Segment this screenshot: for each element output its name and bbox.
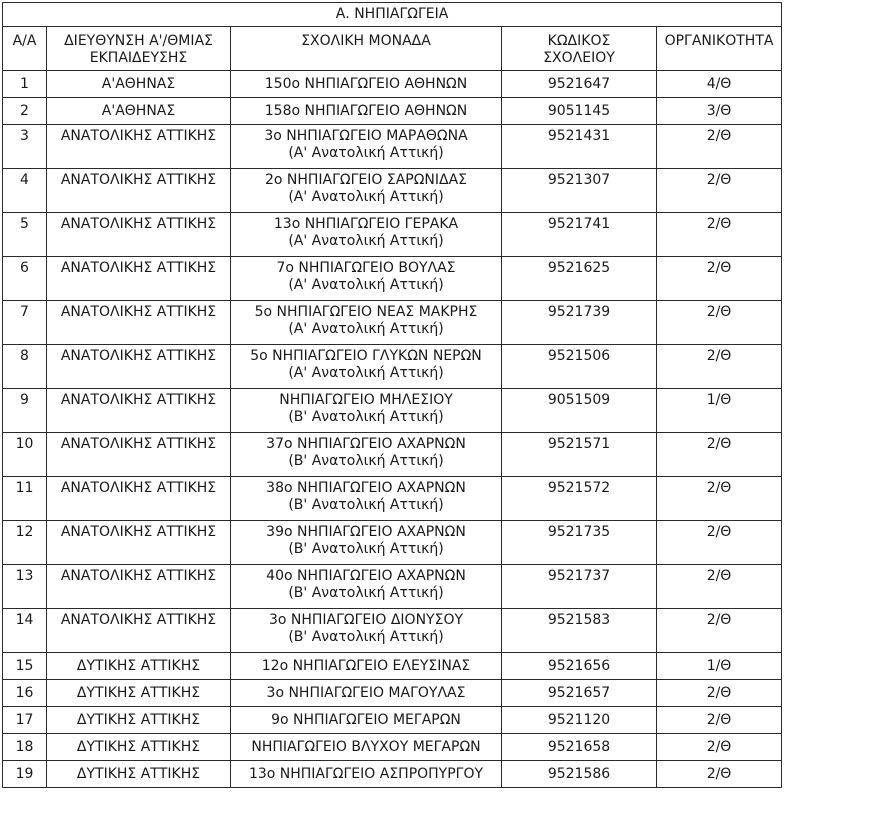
school-area: (Β' Ανατολική Αττική) bbox=[288, 497, 444, 513]
school-name: 38ο ΝΗΠΙΑΓΩΓΕΙΟ ΑΧΑΡΝΩΝ bbox=[266, 480, 466, 496]
cell-capacity: 2/Θ bbox=[657, 213, 782, 257]
cell-aa: 13 bbox=[3, 565, 47, 609]
header-capacity: ΟΡΓΑΝΙΚΟΤΗΤΑ bbox=[657, 27, 782, 71]
cell-directorate: ΑΝΑΤΟΛΙΚΗΣ ΑΤΤΙΚΗΣ bbox=[47, 257, 231, 301]
table-row bbox=[3, 98, 782, 125]
cell-aa: 17 bbox=[3, 707, 47, 734]
cell-directorate: ΑΝΑΤΟΛΙΚΗΣ ΑΤΤΙΚΗΣ bbox=[47, 213, 231, 257]
table-row bbox=[3, 653, 782, 680]
school-name: 158ο ΝΗΠΙΑΓΩΓΕΙΟ ΑΘΗΝΩΝ bbox=[264, 102, 468, 119]
cell-aa: 8 bbox=[3, 345, 47, 389]
cell-directorate: ΑΝΑΤΟΛΙΚΗΣ ΑΤΤΙΚΗΣ bbox=[47, 125, 231, 169]
cell-aa: 18 bbox=[3, 734, 47, 761]
cell-school bbox=[231, 345, 502, 389]
cell-code: 9521657 bbox=[502, 680, 657, 707]
header-row bbox=[3, 27, 782, 71]
school-name: 13ο ΝΗΠΙΑΓΩΓΕΙΟ ΑΣΠΡΟΠΥΡΓΟΥ bbox=[248, 765, 484, 782]
cell-school bbox=[231, 71, 502, 98]
cell-code: 9521586 bbox=[502, 761, 657, 788]
table-row bbox=[3, 71, 782, 98]
cell-code: 9521656 bbox=[502, 653, 657, 680]
cell-code: 9051145 bbox=[502, 98, 657, 125]
cell-aa: 2 bbox=[3, 98, 47, 125]
cell-aa: 16 bbox=[3, 680, 47, 707]
school-name: 37ο ΝΗΠΙΑΓΩΓΕΙΟ ΑΧΑΡΝΩΝ bbox=[266, 436, 466, 452]
table-title: Α. ΝΗΠΙΑΓΩΓΕΙΑ bbox=[3, 3, 782, 27]
header-directorate-line2: ΕΚΠΑΙΔΕΥΣΗΣ bbox=[89, 50, 188, 66]
cell-directorate: ΔΥΤΙΚΗΣ ΑΤΤΙΚΗΣ bbox=[47, 653, 231, 680]
cell-code: 9521571 bbox=[502, 433, 657, 477]
kindergartens-table bbox=[2, 2, 782, 788]
table-row bbox=[3, 609, 782, 653]
school-area: (Β' Ανατολική Αττική) bbox=[288, 629, 444, 645]
table-row bbox=[3, 565, 782, 609]
school-name: 2ο ΝΗΠΙΑΓΩΓΕΙΟ ΣΑΡΩΝΙΔΑΣ bbox=[264, 172, 468, 188]
cell-code: 9521583 bbox=[502, 609, 657, 653]
cell-code: 9521737 bbox=[502, 565, 657, 609]
cell-directorate: Α'ΑΘΗΝΑΣ bbox=[47, 98, 231, 125]
cell-directorate: ΑΝΑΤΟΛΙΚΗΣ ΑΤΤΙΚΗΣ bbox=[47, 521, 231, 565]
table-row bbox=[3, 521, 782, 565]
table-row bbox=[3, 680, 782, 707]
table-row bbox=[3, 477, 782, 521]
cell-code: 9521739 bbox=[502, 301, 657, 345]
school-area: (Β' Ανατολική Αττική) bbox=[288, 541, 444, 557]
cell-capacity: 2/Θ bbox=[657, 680, 782, 707]
school-area: (Α' Ανατολική Αττική) bbox=[288, 189, 444, 205]
cell-directorate: ΑΝΑΤΟΛΙΚΗΣ ΑΤΤΙΚΗΣ bbox=[47, 345, 231, 389]
cell-directorate: ΔΥΤΙΚΗΣ ΑΤΤΙΚΗΣ bbox=[47, 680, 231, 707]
table-row bbox=[3, 257, 782, 301]
cell-school bbox=[231, 301, 502, 345]
header-code bbox=[502, 27, 657, 71]
cell-directorate: ΔΥΤΙΚΗΣ ΑΤΤΙΚΗΣ bbox=[47, 761, 231, 788]
cell-school bbox=[231, 565, 502, 609]
cell-capacity: 2/Θ bbox=[657, 609, 782, 653]
header-directorate bbox=[47, 27, 231, 71]
cell-school bbox=[231, 98, 502, 125]
cell-aa: 9 bbox=[3, 389, 47, 433]
school-name: 9ο ΝΗΠΙΑΓΩΓΕΙΟ ΜΕΓΑΡΩΝ bbox=[271, 711, 461, 728]
school-area: (Α' Ανατολική Αττική) bbox=[288, 277, 444, 293]
cell-capacity: 1/Θ bbox=[657, 653, 782, 680]
school-area: (Α' Ανατολική Αττική) bbox=[288, 365, 444, 381]
cell-code: 9521431 bbox=[502, 125, 657, 169]
header-code-line1: ΚΩΔΙΚΟΣ bbox=[547, 33, 611, 49]
cell-aa: 12 bbox=[3, 521, 47, 565]
cell-aa: 11 bbox=[3, 477, 47, 521]
cell-school bbox=[231, 169, 502, 213]
cell-code: 9521741 bbox=[502, 213, 657, 257]
table-row bbox=[3, 433, 782, 477]
cell-aa: 19 bbox=[3, 761, 47, 788]
cell-directorate: ΑΝΑΤΟΛΙΚΗΣ ΑΤΤΙΚΗΣ bbox=[47, 169, 231, 213]
school-area: (Α' Ανατολική Αττική) bbox=[288, 233, 444, 249]
cell-aa: 15 bbox=[3, 653, 47, 680]
school-name: 40ο ΝΗΠΙΑΓΩΓΕΙΟ ΑΧΑΡΝΩΝ bbox=[266, 568, 466, 584]
table-row bbox=[3, 389, 782, 433]
header-directorate-line1: ΔΙΕΥΘΥΝΣΗ Α'/ΘΜΙΑΣ bbox=[64, 33, 213, 49]
cell-code: 9521307 bbox=[502, 169, 657, 213]
cell-school bbox=[231, 389, 502, 433]
cell-capacity: 2/Θ bbox=[657, 734, 782, 761]
cell-school bbox=[231, 680, 502, 707]
cell-school bbox=[231, 125, 502, 169]
cell-capacity: 2/Θ bbox=[657, 345, 782, 389]
cell-directorate: ΑΝΑΤΟΛΙΚΗΣ ΑΤΤΙΚΗΣ bbox=[47, 565, 231, 609]
cell-directorate: ΑΝΑΤΟΛΙΚΗΣ ΑΤΤΙΚΗΣ bbox=[47, 477, 231, 521]
table-row bbox=[3, 761, 782, 788]
cell-capacity: 4/Θ bbox=[657, 71, 782, 98]
cell-code: 9521506 bbox=[502, 345, 657, 389]
table-row bbox=[3, 345, 782, 389]
cell-capacity: 2/Θ bbox=[657, 433, 782, 477]
school-area: (Β' Ανατολική Αττική) bbox=[288, 453, 444, 469]
school-name: 150ο ΝΗΠΙΑΓΩΓΕΙΟ ΑΘΗΝΩΝ bbox=[264, 75, 468, 92]
cell-directorate: ΔΥΤΙΚΗΣ ΑΤΤΙΚΗΣ bbox=[47, 734, 231, 761]
cell-school bbox=[231, 734, 502, 761]
cell-aa: 6 bbox=[3, 257, 47, 301]
header-code-line2: ΣΧΟΛΕΙΟΥ bbox=[543, 50, 615, 66]
cell-capacity: 2/Θ bbox=[657, 477, 782, 521]
cell-capacity: 2/Θ bbox=[657, 565, 782, 609]
school-area: (Α' Ανατολική Αττική) bbox=[288, 145, 444, 161]
table-row bbox=[3, 125, 782, 169]
cell-school bbox=[231, 761, 502, 788]
cell-school bbox=[231, 653, 502, 680]
school-area: (Β' Ανατολική Αττική) bbox=[288, 409, 444, 425]
school-name: 5ο ΝΗΠΙΑΓΩΓΕΙΟ ΓΛΥΚΩΝ ΝΕΡΩΝ bbox=[250, 348, 482, 364]
cell-directorate: ΑΝΑΤΟΛΙΚΗΣ ΑΤΤΙΚΗΣ bbox=[47, 609, 231, 653]
cell-code: 9051509 bbox=[502, 389, 657, 433]
header-school: ΣΧΟΛΙΚΗ ΜΟΝΑΔΑ bbox=[231, 27, 502, 71]
cell-aa: 1 bbox=[3, 71, 47, 98]
cell-school bbox=[231, 707, 502, 734]
cell-school bbox=[231, 609, 502, 653]
table-row bbox=[3, 169, 782, 213]
table-row bbox=[3, 213, 782, 257]
school-area: (Α' Ανατολική Αττική) bbox=[288, 321, 444, 337]
cell-capacity: 2/Θ bbox=[657, 707, 782, 734]
school-name: ΝΗΠΙΑΓΩΓΕΙΟ ΜΗΛΕΣΙΟΥ bbox=[279, 392, 453, 408]
cell-code: 9521658 bbox=[502, 734, 657, 761]
school-area: (Β' Ανατολική Αττική) bbox=[288, 585, 444, 601]
header-aa: Α/Α bbox=[3, 27, 47, 71]
cell-code: 9521120 bbox=[502, 707, 657, 734]
cell-directorate: ΑΝΑΤΟΛΙΚΗΣ ΑΤΤΙΚΗΣ bbox=[47, 389, 231, 433]
cell-directorate: Α'ΑΘΗΝΑΣ bbox=[47, 71, 231, 98]
cell-capacity: 1/Θ bbox=[657, 389, 782, 433]
table-row bbox=[3, 301, 782, 345]
table-row bbox=[3, 707, 782, 734]
cell-code: 9521735 bbox=[502, 521, 657, 565]
cell-capacity: 2/Θ bbox=[657, 521, 782, 565]
cell-school bbox=[231, 433, 502, 477]
school-name: 39ο ΝΗΠΙΑΓΩΓΕΙΟ ΑΧΑΡΝΩΝ bbox=[266, 524, 466, 540]
cell-school bbox=[231, 477, 502, 521]
school-name: 12ο ΝΗΠΙΑΓΩΓΕΙΟ ΕΛΕΥΣΙΝΑΣ bbox=[261, 657, 471, 674]
cell-code: 9521572 bbox=[502, 477, 657, 521]
school-name: 7ο ΝΗΠΙΑΓΩΓΕΙΟ ΒΟΥΛΑΣ bbox=[276, 260, 456, 276]
cell-directorate: ΑΝΑΤΟΛΙΚΗΣ ΑΤΤΙΚΗΣ bbox=[47, 433, 231, 477]
cell-aa: 14 bbox=[3, 609, 47, 653]
cell-aa: 4 bbox=[3, 169, 47, 213]
cell-directorate: ΑΝΑΤΟΛΙΚΗΣ ΑΤΤΙΚΗΣ bbox=[47, 301, 231, 345]
cell-code: 9521647 bbox=[502, 71, 657, 98]
cell-aa: 7 bbox=[3, 301, 47, 345]
cell-code: 9521625 bbox=[502, 257, 657, 301]
school-name: 13ο ΝΗΠΙΑΓΩΓΕΙΟ ΓΕΡΑΚΑ bbox=[273, 216, 459, 232]
school-name: ΝΗΠΙΑΓΩΓΕΙΟ ΒΛΥΧΟΥ ΜΕΓΑΡΩΝ bbox=[251, 738, 481, 755]
cell-aa: 3 bbox=[3, 125, 47, 169]
table-row bbox=[3, 734, 782, 761]
cell-aa: 5 bbox=[3, 213, 47, 257]
school-name: 5ο ΝΗΠΙΑΓΩΓΕΙΟ ΝΕΑΣ ΜΑΚΡΗΣ bbox=[254, 304, 478, 320]
cell-capacity: 2/Θ bbox=[657, 169, 782, 213]
cell-school bbox=[231, 213, 502, 257]
cell-school bbox=[231, 521, 502, 565]
cell-capacity: 2/Θ bbox=[657, 761, 782, 788]
cell-capacity: 2/Θ bbox=[657, 257, 782, 301]
cell-capacity: 2/Θ bbox=[657, 301, 782, 345]
school-name: 3ο ΝΗΠΙΑΓΩΓΕΙΟ ΔΙΟΝΥΣΟΥ bbox=[268, 612, 464, 628]
cell-directorate: ΔΥΤΙΚΗΣ ΑΤΤΙΚΗΣ bbox=[47, 707, 231, 734]
cell-capacity: 3/Θ bbox=[657, 98, 782, 125]
cell-aa: 10 bbox=[3, 433, 47, 477]
school-name: 3ο ΝΗΠΙΑΓΩΓΕΙΟ ΜΑΡΑΘΩΝΑ bbox=[264, 128, 468, 144]
cell-capacity: 2/Θ bbox=[657, 125, 782, 169]
school-name: 3ο ΝΗΠΙΑΓΩΓΕΙΟ ΜΑΓΟΥΛΑΣ bbox=[266, 684, 466, 701]
cell-school bbox=[231, 257, 502, 301]
